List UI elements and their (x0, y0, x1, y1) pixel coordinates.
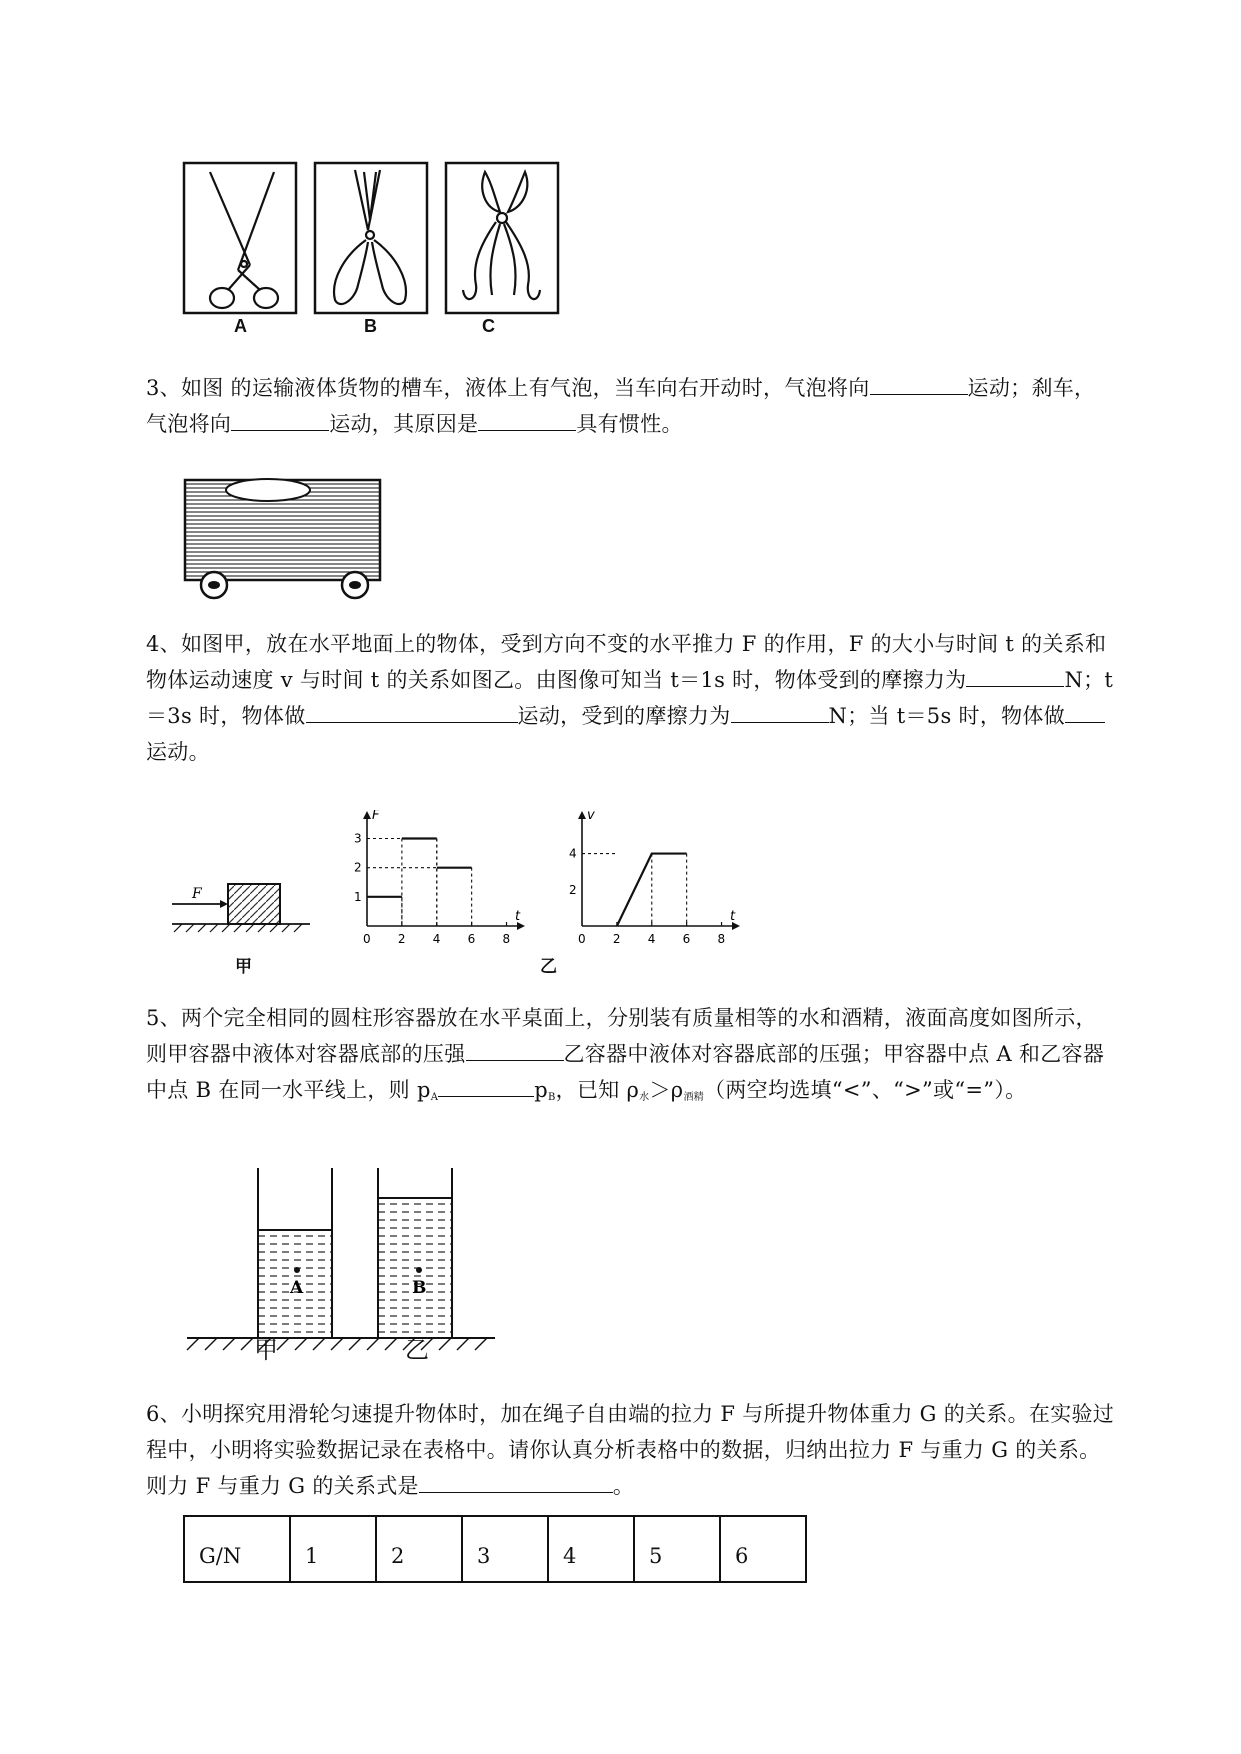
right-wheel-icon (342, 572, 368, 598)
q3-text-3: 气泡将向 (146, 412, 232, 436)
y-axis-arrow-icon (363, 811, 371, 819)
question-4 (146, 626, 1146, 770)
scissors-label-b: B (364, 316, 377, 336)
x-tick-label: 2 (397, 932, 406, 946)
table-cell: G/N (184, 1516, 290, 1582)
x-tick-label: 8 (502, 932, 511, 946)
scissors-label-c: C (482, 316, 495, 336)
q5-text-1: 5、两个完全相同的圆柱形容器放在水平桌面上，分别装有质量相等的水和酒精，液面高度如图所示， (146, 1006, 1097, 1030)
q3-blank-1[interactable] (870, 370, 968, 395)
x-axis-label: t (515, 909, 521, 924)
q5-text-2: 则甲容器中液体对容器底部的压强 (146, 1042, 466, 1066)
x-tick-label: 6 (682, 932, 691, 946)
q5-line-2 (146, 1036, 1146, 1072)
table-cell: 5 (634, 1516, 720, 1582)
q5-blank-1[interactable] (466, 1036, 564, 1061)
arrowhead-icon (220, 900, 228, 908)
left-wheel-icon (201, 572, 227, 598)
question-5 (146, 1000, 1146, 1116)
q4-blank-2[interactable] (306, 698, 518, 723)
q6-line-2 (146, 1432, 1146, 1468)
point-a-marker (294, 1267, 300, 1273)
q6-text-3: 则力 F 与重力 G 的关系式是 (146, 1474, 419, 1498)
block-figure (170, 870, 330, 940)
x-tick-label: 2 (612, 932, 621, 946)
q3-blank-2[interactable] (231, 406, 329, 431)
q5-text-6: ，已知 ρ (555, 1078, 640, 1102)
scissors-label-a: A (234, 316, 247, 336)
q4-text-6: N；当 t＝5s 时，物体做 (828, 704, 1066, 728)
q4-blank-3[interactable] (731, 698, 829, 723)
q3-blank-3[interactable] (478, 406, 576, 431)
q3-text-5: 具有惯性。 (576, 412, 683, 436)
q5-line-3 (146, 1072, 1146, 1116)
q4-line-4 (146, 734, 1146, 770)
y-axis-arrow-icon (578, 811, 586, 819)
liquid-yi (378, 1198, 452, 1338)
q4-text-2: 物体运动速度 v 与时间 t 的关系如图乙。由图像可知当 t＝1s 时，物体受到的摩擦力为 (146, 668, 967, 692)
y-axis-label: v (587, 810, 595, 823)
fig-jia-caption: 甲 (235, 957, 252, 977)
q3-text-1: 3、如图 的运输液体货物的槽车，液体上有气泡，当车向右开动时，气泡将向 (146, 376, 870, 400)
q5-text-7: ＞ρ (649, 1078, 684, 1102)
tank-car-figure (180, 470, 390, 605)
question-3 (146, 370, 1146, 442)
air-bubble (226, 479, 310, 501)
question-6 (146, 1396, 1146, 1504)
force-label: F (192, 886, 202, 902)
point-a-label: A (290, 1278, 304, 1298)
x-tick-label: 0 (363, 932, 371, 946)
container-jia-label: 甲 (254, 1336, 278, 1364)
y-tick-label: 2 (569, 882, 577, 897)
x-tick-label: 4 (647, 932, 656, 946)
q5-text-4: 中点 B 在同一水平线上，则 p (146, 1078, 431, 1102)
q5-text-8: （两空均选填“<”、“>”或“=”）。 (704, 1078, 1027, 1102)
q6-text-1: 6、小明探究用滑轮匀速提升物体时，加在绳子自由端的拉力 F 与所提升物体重力 G 的关系。在实验过 (146, 1402, 1115, 1426)
q6-line-3 (146, 1468, 1146, 1504)
containers-figure (185, 1160, 505, 1360)
y-tick-label: 2 (354, 860, 362, 875)
x-tick-label: 8 (717, 932, 726, 946)
table-cell: 3 (462, 1516, 548, 1582)
table-cell: 1 (290, 1516, 376, 1582)
point-b-marker (416, 1267, 422, 1273)
x-tick-label: 0 (578, 932, 586, 946)
q5-line-1 (146, 1000, 1146, 1036)
point-b-label: B (412, 1278, 427, 1298)
y-tick-label: 4 (569, 846, 577, 861)
q4-text-1: 4、如图甲，放在水平地面上的物体，受到方向不变的水平推力 F 的作用，F 的大小与时间 t 的关系和 (146, 632, 1107, 656)
q4-line-2 (146, 662, 1146, 698)
y-axis-label: F (372, 810, 380, 823)
q6-line-1 (146, 1396, 1146, 1432)
q4-line-1 (146, 626, 1146, 662)
q4-blank-1[interactable] (966, 662, 1064, 687)
q5-sub-a: A (430, 1092, 439, 1103)
table-cell: 6 (720, 1516, 806, 1582)
scissors-b-icon (334, 170, 406, 304)
fig-yi-caption: 乙 (540, 957, 557, 977)
q4-line-3 (146, 698, 1146, 734)
scissors-c-icon (463, 172, 540, 299)
q6-text-4: 。 (612, 1474, 635, 1498)
block (228, 884, 280, 924)
q5-blank-2[interactable] (438, 1072, 534, 1097)
force-time-chart (345, 810, 525, 950)
data-table (183, 1515, 807, 1583)
q6-text-2: 程中，小明将实验数据记录在表格中。请你认真分析表格中的数据，归纳出拉力 F 与重力 G 的关系。 (146, 1438, 1101, 1462)
x-tick-label: 4 (432, 932, 441, 946)
q4-blank-4[interactable] (1065, 698, 1105, 723)
q4-text-5: 运动，受到的摩擦力为 (517, 704, 731, 728)
x-tick-label: 6 (467, 932, 476, 946)
q5-text-3: 乙容器中液体对容器底部的压强；甲容器中点 A 和乙容器 (563, 1042, 1105, 1066)
q3-line-1 (146, 370, 1146, 406)
table-row (184, 1516, 806, 1582)
q5-sub-water: 水 (639, 1092, 650, 1103)
q5-sub-alcohol: 酒精 (683, 1092, 705, 1103)
q5-text-5: p (534, 1078, 548, 1102)
q4-text-7: 运动。 (146, 740, 210, 764)
scissors-figure (180, 160, 570, 340)
container-yi-label: 乙 (405, 1336, 429, 1364)
y-tick-label: 1 (354, 889, 362, 904)
scissors-a-icon (210, 172, 278, 308)
q3-text-2: 运动；刹车， (967, 376, 1096, 400)
q4-text-4: ＝3s 时，物体做 (146, 704, 306, 728)
q3-text-4: 运动，其原因是 (329, 412, 479, 436)
q4-text-3: N；t (1064, 668, 1114, 692)
q3-line-2 (146, 406, 1146, 442)
table-hatch (187, 1338, 487, 1350)
table-cell: 2 (376, 1516, 462, 1582)
q6-blank-1[interactable] (419, 1468, 613, 1493)
scissors-panel-a (184, 163, 296, 313)
y-tick-label: 3 (354, 831, 362, 846)
ground-hatch (174, 924, 302, 932)
x-axis-label: t (730, 909, 736, 924)
table-cell: 4 (548, 1516, 634, 1582)
q5-sub-b: B (547, 1092, 556, 1103)
velocity-time-chart (560, 810, 740, 950)
